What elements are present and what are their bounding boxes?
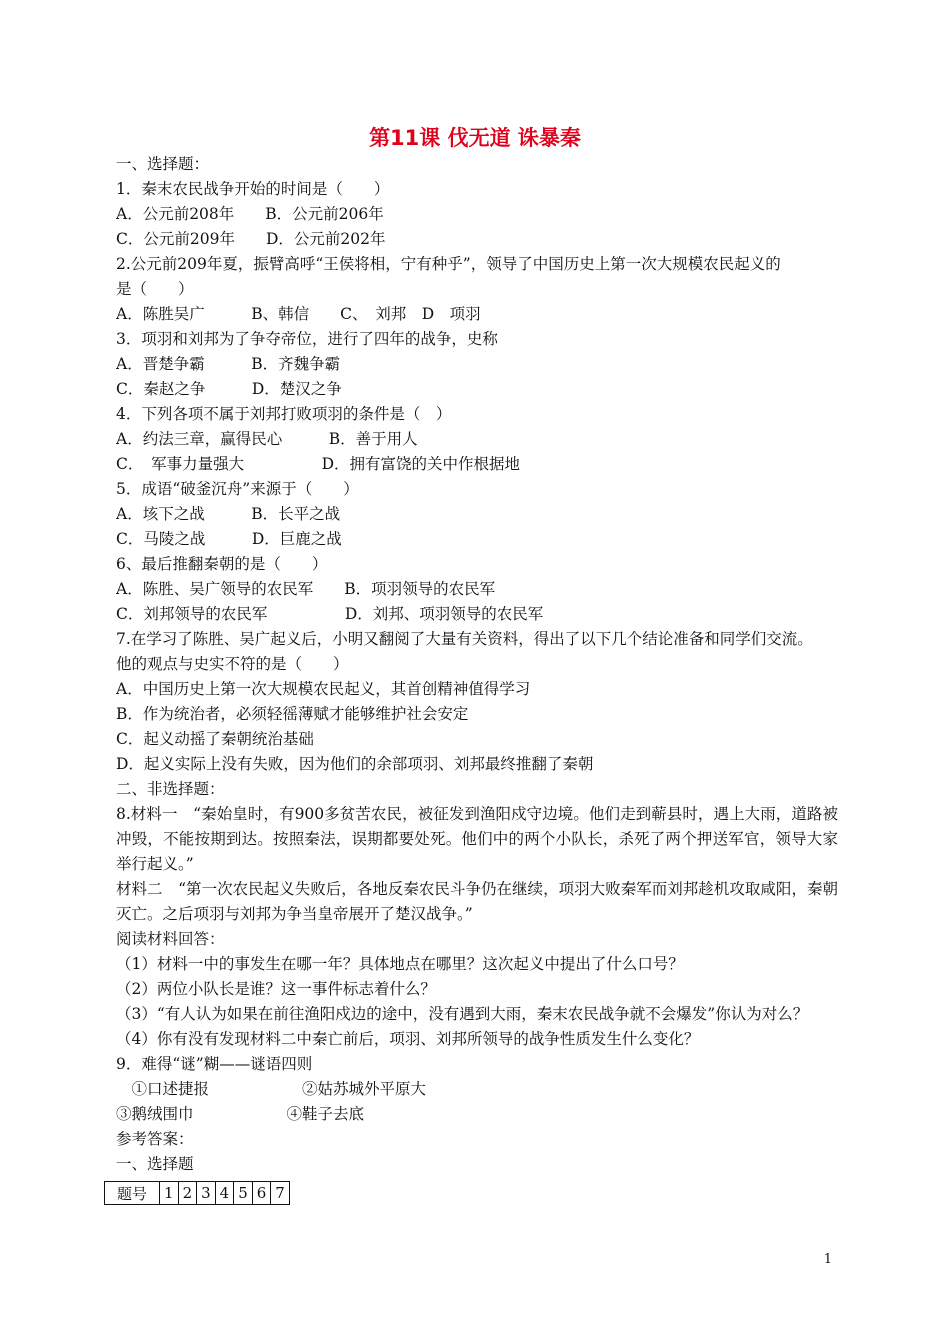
question-options: C．公元前209年 D．公元前202年 bbox=[116, 230, 386, 248]
material-two: 材料二 “第一次农民起义失败后，各地反秦农民斗争仍在继续，项羽大败秦军而刘邦趁机攻取咸阳，秦朝灭亡。之后项羽与刘邦为争当皇帝展开了楚汉战争。” bbox=[116, 880, 838, 923]
reading-prompt: 阅读材料回答： bbox=[116, 930, 225, 948]
question-option: B．作为统治者，必须轻徭薄赋才能够维护社会安定 bbox=[116, 705, 469, 723]
answers-section: 一、选择题 bbox=[116, 1155, 194, 1173]
sub-question: （1）材料一中的事发生在哪一年？具体地点在哪里？这次起义中提出了什么口号？ bbox=[116, 955, 684, 973]
riddle-row: ①口述捷报 ②姑苏城外平原大 bbox=[116, 1080, 427, 1098]
answer-table bbox=[104, 1181, 290, 1205]
question-options: C．秦赵之争 D．楚汉之争 bbox=[116, 380, 342, 398]
answers-heading: 参考答案： bbox=[116, 1130, 194, 1148]
answer-table-col: 6 bbox=[252, 1182, 271, 1205]
page-title: 第11课 伐无道 诛暴秦 bbox=[369, 126, 581, 150]
answer-table-col: 5 bbox=[234, 1182, 253, 1205]
question-options: A．约法三章，赢得民心 B．善于用人 bbox=[116, 430, 418, 448]
question-stem: 6、最后推翻秦朝的是（ ） bbox=[116, 555, 328, 573]
question-options: A．晋楚争霸 B．齐魏争霸 bbox=[116, 355, 341, 373]
question-option: D．起义实际上没有失败，因为他们的余部项羽、刘邦最终推翻了秦朝 bbox=[116, 755, 594, 773]
question-stem: 4．下列各项不属于刘邦打败项羽的条件是（ ） bbox=[116, 405, 452, 423]
question-options: A．垓下之战 B．长平之战 bbox=[116, 505, 341, 523]
question-stem: 5．成语“破釜沉舟”来源于（ ） bbox=[116, 480, 359, 498]
question-options: C． 军事力量强大 D．拥有富饶的关中作根据地 bbox=[116, 455, 521, 473]
page-number: 1 bbox=[823, 1252, 832, 1267]
question-option: A．中国历史上第一次大规模农民起义，其首创精神值得学习 bbox=[116, 680, 531, 698]
question-stem: 他的观点与史实不符的是（ ） bbox=[116, 655, 349, 673]
answer-table-col: 2 bbox=[178, 1182, 197, 1205]
answer-table-col: 3 bbox=[197, 1182, 216, 1205]
question-options: C．马陵之战 D．巨鹿之战 bbox=[116, 530, 342, 548]
section-heading: 二、非选择题： bbox=[116, 780, 225, 798]
question-options: A．公元前208年 B．公元前206年 bbox=[116, 205, 384, 223]
question-stem: 9．难得“谜”糊——谜语四则 bbox=[116, 1055, 313, 1073]
question-stem: 3．项羽和刘邦为了争夺帝位，进行了四年的战争，史称 bbox=[116, 330, 498, 348]
question-options: A．陈胜、吴广领导的农民军 B．项羽领导的农民军 bbox=[116, 580, 496, 598]
sub-question: （2）两位小队长是谁？这一事件标志着什么？ bbox=[116, 980, 436, 998]
answer-table-col: 4 bbox=[215, 1182, 234, 1205]
answer-table-col: 7 bbox=[271, 1182, 290, 1205]
question-option: C．起义动摇了秦朝统治基础 bbox=[116, 730, 314, 748]
section-heading: 一、选择题： bbox=[116, 155, 210, 173]
sub-question: （3）“有人认为如果在前往渔阳戍边的途中，没有遇到大雨，秦末农民战争就不会爆发”你认为对么？ bbox=[116, 1005, 809, 1023]
answer-table-row bbox=[105, 1182, 290, 1205]
worksheet-body bbox=[116, 152, 838, 1205]
answer-table-header: 题号 bbox=[105, 1182, 160, 1205]
question-options: A．陈胜吴广 B、韩信 C、 刘邦 D 项羽 bbox=[116, 305, 481, 323]
material-one: 8.材料一 “秦始皇时，有900多贫苦农民，被征发到渔阳戍守边境。他们走到蕲县时，遇上大雨，道路被冲毁，不能按期到达。按照秦法，误期都要处死。他们中的两个小队长，杀死了两个押送军官，领导大家举行起义。” bbox=[116, 805, 838, 873]
sub-question: （4）你有没有发现材料二中秦亡前后，项羽、刘邦所领导的战争性质发生什么变化？ bbox=[116, 1030, 700, 1048]
answer-table-col: 1 bbox=[160, 1182, 179, 1205]
question-stem: 1．秦末农民战争开始的时间是（ ） bbox=[116, 180, 390, 198]
question-options: C．刘邦领导的农民军 D．刘邦、项羽领导的农民军 bbox=[116, 605, 544, 623]
question-stem: 7.在学习了陈胜、吴广起义后，小明又翻阅了大量有关资料，得出了以下几个结论准备和同学们交流。 bbox=[116, 630, 813, 648]
question-stem: 2.公元前209年夏，振臂高呼“王侯将相，宁有种乎”，领导了中国历史上第一次大规模农民起义的 bbox=[116, 255, 781, 273]
question-stem: 是（ ） bbox=[116, 280, 194, 298]
riddle-row: ③鹅绒围巾 ④鞋子去底 bbox=[116, 1105, 365, 1123]
